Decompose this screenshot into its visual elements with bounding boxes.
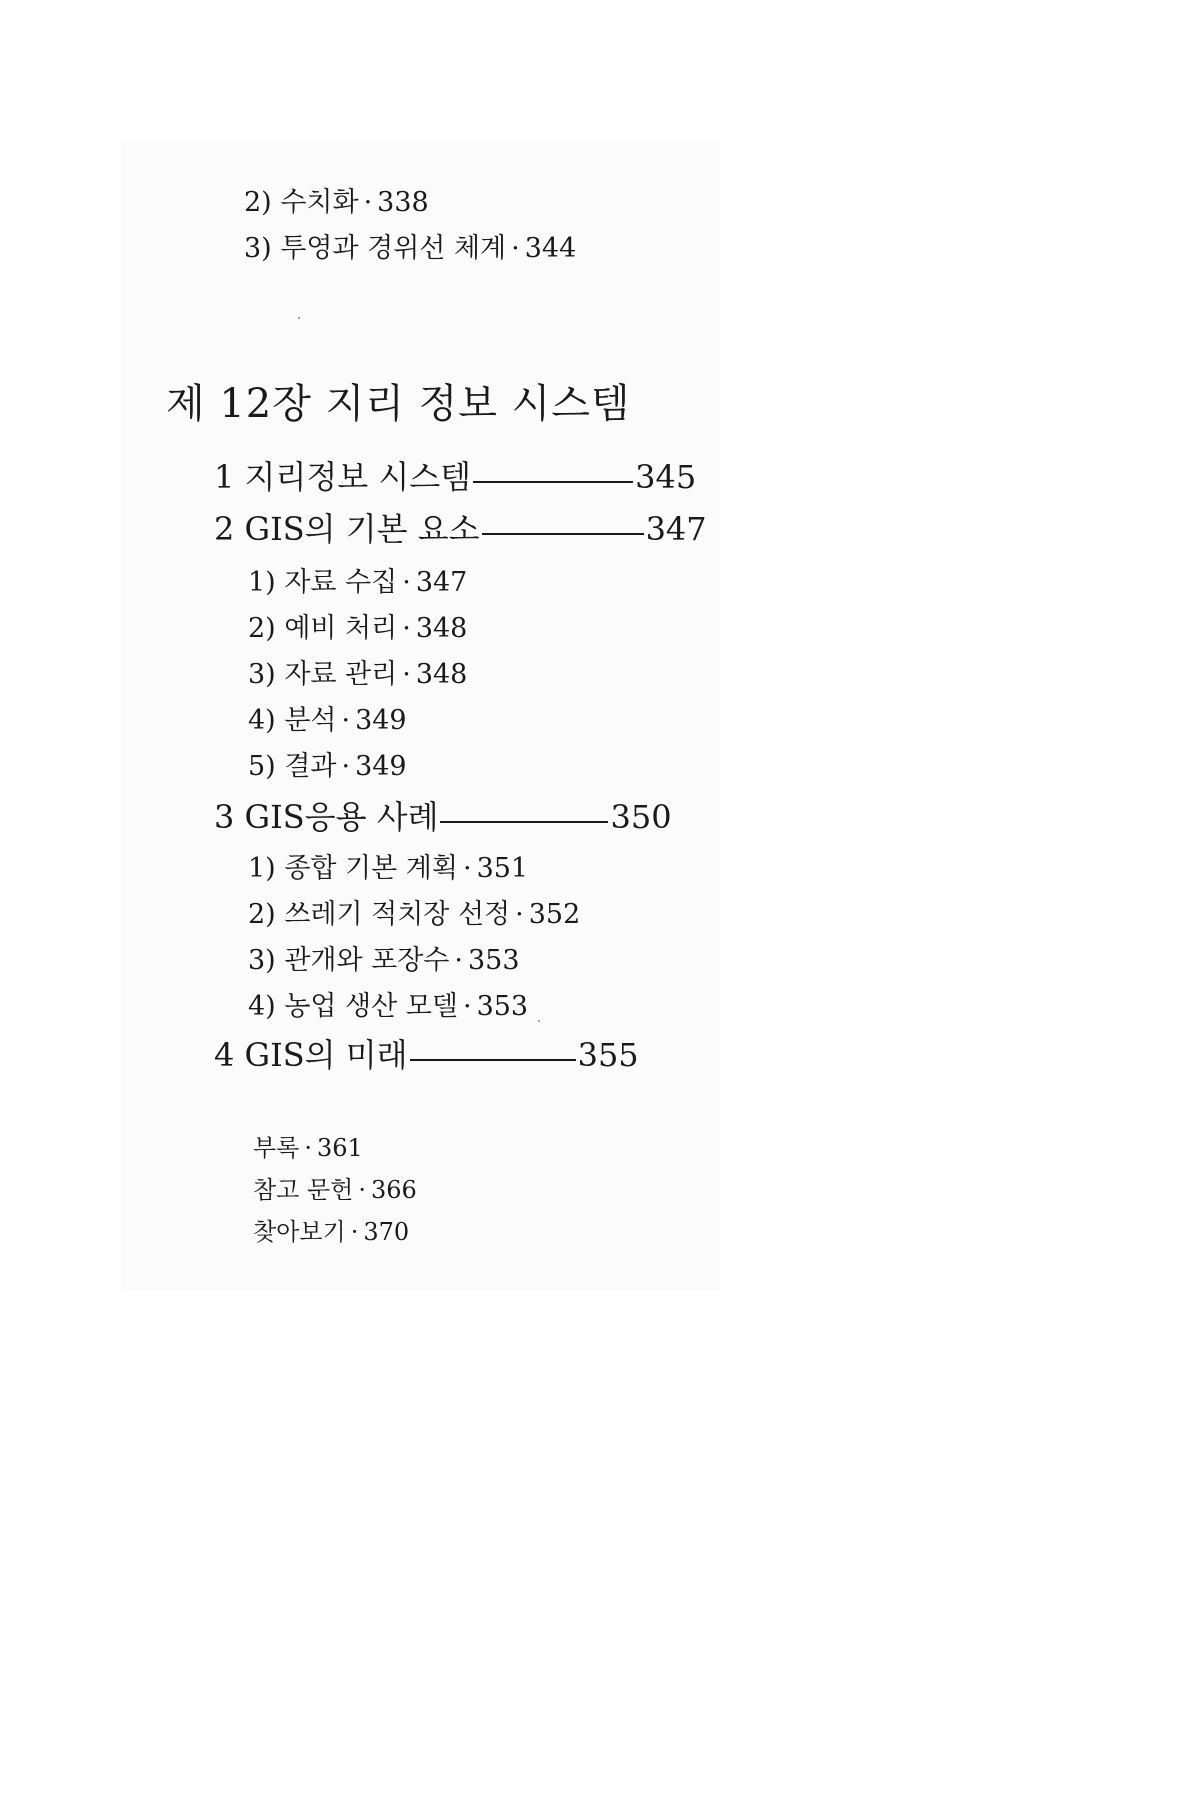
toc-section[interactable] bbox=[214, 792, 672, 838]
section-page: 347 bbox=[645, 510, 707, 548]
toc-appendix-item[interactable] bbox=[253, 1212, 409, 1247]
separator: · bbox=[358, 1176, 367, 1204]
item-title: 수치화 bbox=[280, 187, 359, 218]
item-page: 348 bbox=[415, 613, 468, 644]
leader-line bbox=[440, 821, 608, 823]
section-title: GIS의 기본 요소 bbox=[244, 510, 480, 548]
toc-section[interactable] bbox=[214, 1030, 639, 1076]
toc-subitem[interactable] bbox=[248, 984, 528, 1023]
item-page: 352 bbox=[528, 899, 581, 930]
toc-subitem[interactable] bbox=[248, 938, 520, 977]
paper-speck bbox=[538, 1020, 540, 1022]
toc-appendix-item[interactable] bbox=[253, 1170, 417, 1205]
toc-section[interactable] bbox=[214, 504, 707, 550]
section-page: 355 bbox=[577, 1036, 639, 1074]
section-number: 2 bbox=[214, 510, 235, 548]
separator: · bbox=[402, 567, 411, 598]
separator: · bbox=[462, 991, 472, 1022]
section-number: 4 bbox=[214, 1036, 235, 1074]
toc-subitem[interactable] bbox=[248, 560, 467, 599]
separator: · bbox=[304, 1134, 313, 1162]
toc-subitem[interactable] bbox=[248, 652, 467, 691]
item-title: 종합 기본 계획 bbox=[284, 853, 458, 884]
separator: · bbox=[454, 945, 463, 976]
separator: · bbox=[515, 899, 524, 930]
item-number: 2) bbox=[248, 899, 276, 930]
item-page: 349 bbox=[355, 751, 407, 782]
appendix-title: 참고 문헌 bbox=[253, 1176, 354, 1204]
item-number: 3) bbox=[248, 659, 276, 690]
separator: · bbox=[462, 853, 472, 884]
toc-subitem[interactable] bbox=[248, 892, 580, 931]
leader-line bbox=[482, 533, 644, 535]
appendix-page: 361 bbox=[317, 1134, 363, 1162]
item-page: 353 bbox=[467, 945, 520, 976]
toc-subitem[interactable] bbox=[244, 226, 576, 265]
appendix-title: 찾아보기 bbox=[253, 1218, 346, 1246]
item-page: 353 bbox=[476, 991, 529, 1022]
toc-section[interactable] bbox=[214, 452, 696, 498]
appendix-page: 370 bbox=[363, 1218, 410, 1246]
item-title: 쓰레기 적치장 선정 bbox=[284, 899, 511, 930]
separator: · bbox=[511, 233, 520, 264]
separator: · bbox=[363, 187, 373, 218]
toc-subitem[interactable] bbox=[244, 180, 429, 219]
section-page: 345 bbox=[635, 458, 697, 496]
item-number: 1) bbox=[248, 567, 276, 598]
toc-subitem[interactable] bbox=[248, 846, 528, 885]
item-title: 농업 생산 모델 bbox=[284, 991, 458, 1022]
item-number: 4) bbox=[248, 991, 276, 1022]
section-title: 지리정보 시스템 bbox=[244, 458, 472, 496]
separator: · bbox=[350, 1218, 359, 1246]
separator: · bbox=[402, 659, 411, 690]
appendix-title: 부록 bbox=[253, 1134, 300, 1162]
item-number: 2) bbox=[248, 613, 276, 644]
toc-subitem[interactable] bbox=[248, 698, 407, 737]
toc-appendix-item[interactable] bbox=[253, 1128, 363, 1163]
item-page: 347 bbox=[415, 567, 468, 598]
paper-speck bbox=[298, 317, 300, 319]
section-page: 350 bbox=[610, 798, 672, 836]
toc-subitem[interactable] bbox=[248, 606, 467, 645]
item-number: 1) bbox=[248, 853, 276, 884]
chapter-title: 제 12장 지리 정보 시스템 bbox=[166, 381, 631, 427]
item-title: 투영과 경위선 체계 bbox=[280, 233, 507, 264]
item-page: 348 bbox=[415, 659, 468, 690]
leader-line bbox=[473, 481, 633, 483]
section-number: 1 bbox=[214, 458, 235, 496]
item-title: 자료 수집 bbox=[284, 567, 398, 598]
appendix-page: 366 bbox=[371, 1176, 417, 1204]
item-page: 338 bbox=[377, 187, 429, 218]
item-number: 3) bbox=[248, 945, 276, 976]
item-number: 5) bbox=[248, 751, 276, 782]
toc-subitem[interactable] bbox=[248, 744, 407, 783]
separator: · bbox=[341, 705, 351, 736]
leader-line bbox=[410, 1059, 576, 1061]
item-title: 분석 bbox=[284, 705, 337, 736]
separator: · bbox=[402, 613, 411, 644]
item-title: 결과 bbox=[284, 751, 337, 782]
section-title: GIS응용 사례 bbox=[244, 798, 439, 836]
item-number: 4) bbox=[248, 705, 276, 736]
item-title: 관개와 포장수 bbox=[284, 945, 450, 976]
item-page: 351 bbox=[476, 853, 529, 884]
separator: · bbox=[341, 751, 351, 782]
item-page: 349 bbox=[355, 705, 407, 736]
item-number: 2) bbox=[244, 187, 272, 218]
page-background bbox=[122, 140, 720, 1290]
item-page: 344 bbox=[524, 233, 577, 264]
item-number: 3) bbox=[244, 233, 272, 264]
section-number: 3 bbox=[214, 798, 235, 836]
item-title: 예비 처리 bbox=[284, 613, 398, 644]
section-title: GIS의 미래 bbox=[244, 1036, 408, 1074]
item-title: 자료 관리 bbox=[284, 659, 398, 690]
